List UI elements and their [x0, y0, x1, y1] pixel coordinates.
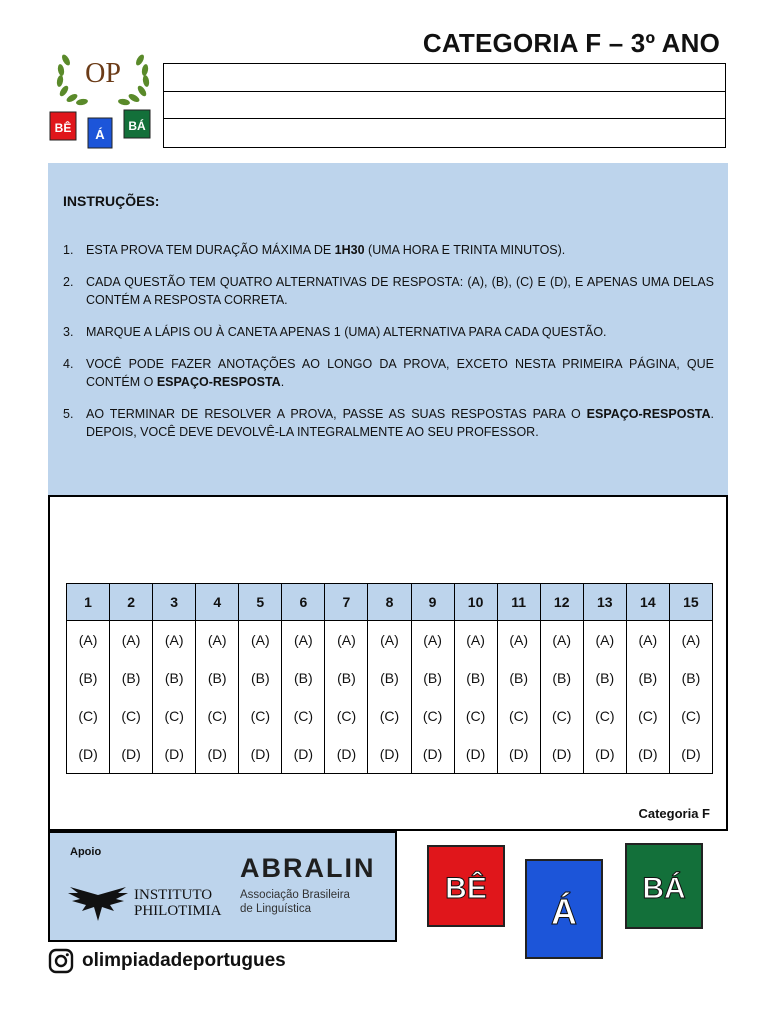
- answer-option[interactable]: (B): [196, 659, 239, 697]
- answer-option[interactable]: (C): [67, 697, 110, 735]
- instruction-number: 2.: [63, 275, 74, 289]
- answer-option[interactable]: (A): [583, 621, 626, 660]
- answer-option[interactable]: (C): [368, 697, 411, 735]
- answer-option[interactable]: (B): [110, 659, 153, 697]
- social-handle-row: [48, 948, 286, 974]
- instruction-text-part: AO TERMINAR DE RESOLVER A PROVA, PASSE AS SUAS RESPOSTAS PARA O: [86, 407, 587, 421]
- info-line-3[interactable]: [164, 119, 725, 147]
- answer-option[interactable]: (D): [626, 735, 669, 774]
- be-a-ba-tiles: [420, 840, 710, 960]
- eagle-icon: [68, 887, 128, 921]
- logo-tile-a: Á: [95, 127, 105, 142]
- answer-option[interactable]: (A): [67, 621, 110, 660]
- answer-option[interactable]: (C): [626, 697, 669, 735]
- olimpiada-logo: [48, 38, 158, 150]
- question-number: 10: [454, 584, 497, 621]
- instruction-number: 3.: [63, 325, 74, 339]
- option-row: [67, 621, 713, 660]
- answer-option[interactable]: (A): [669, 621, 712, 660]
- instruction-item: [63, 273, 714, 309]
- question-number: 7: [325, 584, 368, 621]
- answer-option[interactable]: (B): [583, 659, 626, 697]
- instruction-text: [86, 355, 714, 391]
- student-info-box: [163, 63, 726, 148]
- instruction-emphasis: ESPAÇO-RESPOSTA: [586, 407, 711, 421]
- answer-option[interactable]: (B): [239, 659, 282, 697]
- logo-tiles: [50, 110, 150, 148]
- instruction-text-part: . DEPOIS, VOCÊ DEVE DEVOLVÊ-LA INTEGRALMENTE AO SEU PROFESSOR.: [86, 407, 714, 439]
- answer-option[interactable]: (D): [368, 735, 411, 774]
- answer-option[interactable]: (D): [583, 735, 626, 774]
- instituto-philotimia-logo: [68, 881, 228, 923]
- question-number: 12: [540, 584, 583, 621]
- answer-option[interactable]: (C): [454, 697, 497, 735]
- question-number: 5: [239, 584, 282, 621]
- philotimia-line-2: PHILOTIMIA: [134, 903, 222, 919]
- tile-a-text: Á: [551, 891, 577, 932]
- instruction-text: [86, 273, 714, 309]
- answer-option[interactable]: (D): [669, 735, 712, 774]
- option-row: [67, 659, 713, 697]
- instruction-item: [63, 355, 714, 391]
- question-number: 1: [67, 584, 110, 621]
- abralin-name: ABRALIN: [240, 853, 376, 883]
- answer-option[interactable]: (C): [239, 697, 282, 735]
- instructions-list: [63, 241, 714, 441]
- info-line-1[interactable]: [164, 64, 725, 92]
- answer-option[interactable]: (B): [411, 659, 454, 697]
- answer-option[interactable]: (B): [540, 659, 583, 697]
- answer-option[interactable]: (C): [411, 697, 454, 735]
- answer-option[interactable]: (C): [669, 697, 712, 735]
- answer-option[interactable]: (C): [325, 697, 368, 735]
- abralin-subtitle: [240, 888, 376, 916]
- question-number: 3: [153, 584, 196, 621]
- answer-option[interactable]: (B): [497, 659, 540, 697]
- answer-option[interactable]: (A): [110, 621, 153, 660]
- answer-option[interactable]: (D): [325, 735, 368, 774]
- instruction-text-part: .: [280, 375, 285, 389]
- instruction-number: 1.: [63, 243, 74, 257]
- abralin-logo: [240, 853, 376, 916]
- answer-option[interactable]: (A): [282, 621, 325, 660]
- answer-option[interactable]: (C): [540, 697, 583, 735]
- instruction-emphasis: 1H30: [334, 243, 365, 257]
- answer-option[interactable]: (C): [583, 697, 626, 735]
- option-row: [67, 697, 713, 735]
- answer-option[interactable]: (A): [325, 621, 368, 660]
- answer-option[interactable]: (D): [196, 735, 239, 774]
- instructions-title: INSTRUÇÕES:: [63, 193, 160, 209]
- question-number: 8: [368, 584, 411, 621]
- instruction-number: 4.: [63, 357, 74, 371]
- instruction-text-part: CADA QUESTÃO TEM QUATRO ALTERNATIVAS DE RESPOSTA: (A), (B), (C) E (D), E APENAS UMA DELAS CONTÉM A RESPOSTA CORRETA.: [86, 275, 714, 307]
- answer-space: [48, 495, 728, 831]
- instagram-icon[interactable]: [48, 948, 74, 974]
- answer-option[interactable]: (A): [497, 621, 540, 660]
- answer-option[interactable]: (B): [626, 659, 669, 697]
- instagram-handle[interactable]: olimpiadadeportugues: [82, 950, 286, 971]
- answer-option[interactable]: (A): [239, 621, 282, 660]
- answer-option[interactable]: (D): [411, 735, 454, 774]
- page-title: CATEGORIA F – 3º ANO: [422, 28, 720, 58]
- instruction-text: [86, 241, 714, 259]
- logo-text: OP: [85, 58, 121, 89]
- answer-option[interactable]: (D): [153, 735, 196, 774]
- answer-option[interactable]: (C): [196, 697, 239, 735]
- question-number: 9: [411, 584, 454, 621]
- answer-option[interactable]: (B): [325, 659, 368, 697]
- question-number-row: [67, 584, 713, 621]
- logo-tile-be: BÊ: [54, 121, 72, 135]
- answer-option[interactable]: (D): [497, 735, 540, 774]
- answer-option[interactable]: (B): [282, 659, 325, 697]
- answer-option[interactable]: (A): [626, 621, 669, 660]
- answer-option[interactable]: (D): [454, 735, 497, 774]
- question-number: 2: [110, 584, 153, 621]
- question-number: 13: [583, 584, 626, 621]
- answer-option[interactable]: (C): [497, 697, 540, 735]
- answer-option[interactable]: (D): [282, 735, 325, 774]
- answer-option[interactable]: (C): [153, 697, 196, 735]
- answer-option[interactable]: (A): [368, 621, 411, 660]
- instruction-text-part: VOCÊ PODE FAZER ANOTAÇÕES AO LONGO DA PROVA, EXCETO NESTA PRIMEIRA PÁGINA, QUE CONTÉM O: [86, 357, 714, 389]
- instruction-text: [86, 405, 714, 441]
- answer-option[interactable]: (A): [411, 621, 454, 660]
- answer-option[interactable]: (D): [239, 735, 282, 774]
- instruction-number: 5.: [63, 407, 74, 421]
- tile-be-text: BÊ: [445, 872, 487, 905]
- answer-option[interactable]: (D): [67, 735, 110, 774]
- instruction-text-part: ESTA PROVA TEM DURAÇÃO MÁXIMA DE: [86, 243, 335, 257]
- instruction-text-part: MARQUE A LÁPIS OU À CANETA APENAS 1 (UMA) ALTERNATIVA PARA CADA QUESTÃO.: [86, 325, 607, 339]
- tile-ba-text: BÁ: [642, 872, 686, 905]
- info-line-2[interactable]: [164, 92, 725, 120]
- answer-option[interactable]: (B): [67, 659, 110, 697]
- question-number: 4: [196, 584, 239, 621]
- logo-tile-ba: BÁ: [128, 119, 146, 133]
- instructions-panel: [48, 163, 728, 495]
- answer-option[interactable]: (B): [669, 659, 712, 697]
- answer-option[interactable]: (B): [454, 659, 497, 697]
- answer-option[interactable]: (D): [540, 735, 583, 774]
- abralin-sub-line-1: Associação Brasileira: [240, 889, 350, 901]
- instruction-text-part: (UMA HORA E TRINTA MINUTOS).: [364, 243, 566, 257]
- answer-option[interactable]: (A): [454, 621, 497, 660]
- option-row: [67, 735, 713, 774]
- instruction-emphasis: ESPAÇO-RESPOSTA: [156, 375, 281, 389]
- question-number: 6: [282, 584, 325, 621]
- instruction-item: [63, 323, 714, 341]
- instruction-item: [63, 405, 714, 441]
- instruction-text: [86, 323, 714, 341]
- answer-option[interactable]: (A): [540, 621, 583, 660]
- answer-option[interactable]: (A): [153, 621, 196, 660]
- philotimia-line-1: INSTITUTO: [134, 887, 213, 903]
- answer-option[interactable]: (D): [110, 735, 153, 774]
- category-label: Categoria F: [638, 806, 710, 821]
- instruction-item: [63, 241, 714, 259]
- question-number: 14: [626, 584, 669, 621]
- sponsor-panel: [48, 831, 397, 942]
- question-number: 11: [497, 584, 540, 621]
- abralin-sub-line-2: de Linguística: [240, 903, 311, 915]
- apoio-label: Apoio: [70, 846, 102, 858]
- answer-option[interactable]: (A): [196, 621, 239, 660]
- question-number: 15: [669, 584, 712, 621]
- answer-table: [66, 583, 713, 774]
- answer-option[interactable]: (B): [368, 659, 411, 697]
- answer-option[interactable]: (C): [110, 697, 153, 735]
- answer-option[interactable]: (B): [153, 659, 196, 697]
- answer-option[interactable]: (C): [282, 697, 325, 735]
